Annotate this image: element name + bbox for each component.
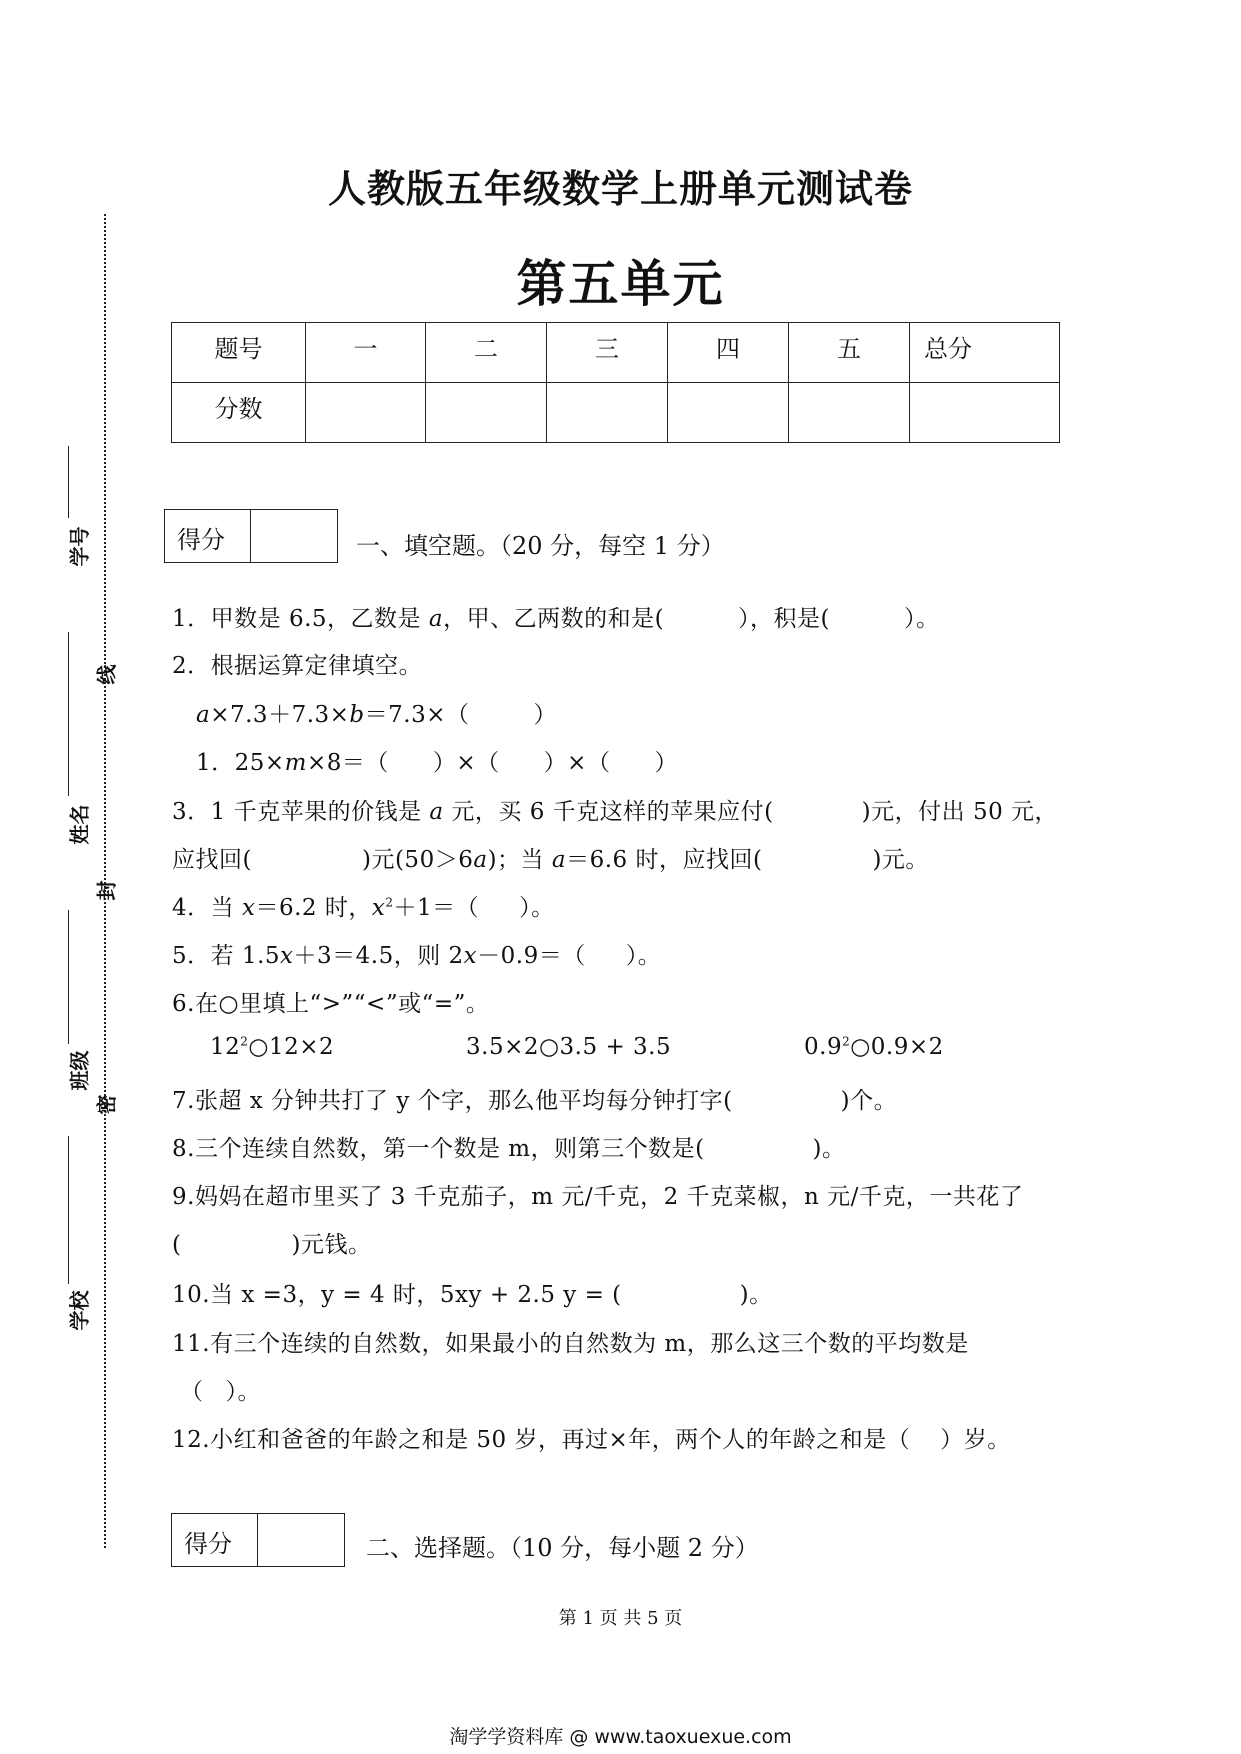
seal-word-seal: 封 <box>94 880 119 901</box>
question-11-line2: （ ）。 <box>180 1379 261 1405</box>
question-9-line2: ( )元钱。 <box>172 1232 372 1258</box>
page-footer: 第 1 页 共 5 页 <box>558 1608 683 1629</box>
scorebox-label: 得分 <box>165 510 251 562</box>
field-class: 班级 <box>67 1050 92 1091</box>
score-table-score-row <box>172 383 1060 443</box>
question-11-line1: 11.有三个连续的自然数，如果最小的自然数为 m，那么这三个数的平均数是 <box>172 1331 969 1357</box>
question-9-line1: 9.妈妈在超市里买了 3 千克茄子，m 元/千克，2 千克菜椒，n 元/千克，一共花了 <box>172 1184 1024 1210</box>
watermark: 淘学学资料库 @ www.taoxuexue.com <box>449 1726 792 1748</box>
question-6-item-1: $12^2○12\times 2$ <box>210 1034 335 1060</box>
scorebox-label: 得分 <box>172 1514 258 1566</box>
field-student-id-line <box>68 446 69 518</box>
score-table-header: 三 <box>547 323 668 383</box>
question-6-item-2: 3.5×2○3.5 + 3.5 <box>466 1034 672 1060</box>
score-table-header: 一 <box>306 323 426 383</box>
field-student-id: 学号 <box>67 526 92 567</box>
score-row-label: 分数 <box>172 383 306 443</box>
question-4: 4．当 x＝6.2 时，$x^2+1=$（ ）。 <box>172 895 555 921</box>
question-5: 5．若 1.5x＋3＝4.5，则 2x－0.9＝（ ）。 <box>172 943 662 969</box>
question-2b: 1．25×m×8＝（ ）×（ ）×（ ） <box>196 750 678 776</box>
question-10: 10.当 x =3，y = 4 时，5xy + 2.5 y = ( )。 <box>172 1282 773 1308</box>
field-school-line <box>68 1136 69 1284</box>
score-cell[interactable] <box>789 383 910 443</box>
question-12: 12.小红和爸爸的年龄之和是 50 岁，再过×年，两个人的年龄之和是（ ）岁。 <box>172 1427 1011 1453</box>
score-cell[interactable] <box>668 383 789 443</box>
question-1: 1．甲数是 6.5，乙数是 a，甲、乙两数的和是( ），积是( ）。 <box>172 606 940 632</box>
score-table <box>171 322 1060 443</box>
score-table-header: 五 <box>789 323 910 383</box>
score-table-header: 二 <box>426 323 547 383</box>
question-3-line2: 应找回( )元(50＞6a)；当 a＝6.6 时，应找回( )元。 <box>172 847 929 873</box>
scorebox-blank[interactable] <box>251 510 337 562</box>
field-name: 姓名 <box>67 804 92 845</box>
score-cell[interactable] <box>426 383 547 443</box>
field-class-line <box>68 910 69 1044</box>
section2-scorebox <box>171 1513 345 1567</box>
score-table-header: 题号 <box>172 323 306 383</box>
question-6-item-3: $0.9^2○0.9\times 2$ <box>804 1034 944 1060</box>
question-3-line1: 3．1 千克苹果的价钱是 a 元，买 6 千克这样的苹果应付( )元，付出 50 元， <box>172 799 1059 825</box>
score-table-header-row <box>172 323 1060 383</box>
question-7: 7.张超 x 分钟共打了 y 个字，那么他平均每分钟打字( )个。 <box>172 1088 898 1114</box>
section1-scorebox <box>164 509 338 563</box>
score-cell[interactable] <box>306 383 426 443</box>
field-name-line <box>68 632 69 796</box>
seal-word-secret: 密 <box>94 1094 119 1115</box>
field-school: 学校 <box>67 1290 92 1331</box>
section1-heading: 一、填空题。（20 分，每空 1 分） <box>356 532 725 560</box>
seal-word-line: 线 <box>94 664 119 685</box>
score-cell[interactable] <box>547 383 668 443</box>
score-table-header: 四 <box>668 323 789 383</box>
unit-title: 第五单元 <box>516 254 725 313</box>
score-table-header: 总分 <box>910 323 1060 383</box>
section2-heading: 二、选择题。（10 分，每小题 2 分） <box>366 1534 759 1562</box>
scorebox-blank[interactable] <box>258 1514 344 1566</box>
question-8: 8.三个连续自然数，第一个数是 m，则第三个数是( )。 <box>172 1136 846 1162</box>
question-2a: a×7.3＋7.3×b＝7.3×（ ） <box>196 702 558 728</box>
question-6: 6.在○里填上“>”“<”或“=”。 <box>172 991 490 1017</box>
question-2: 2．根据运算定律填空。 <box>172 653 423 679</box>
score-cell[interactable] <box>910 383 1060 443</box>
page-title: 人教版五年级数学上册单元测试卷 <box>327 166 913 211</box>
